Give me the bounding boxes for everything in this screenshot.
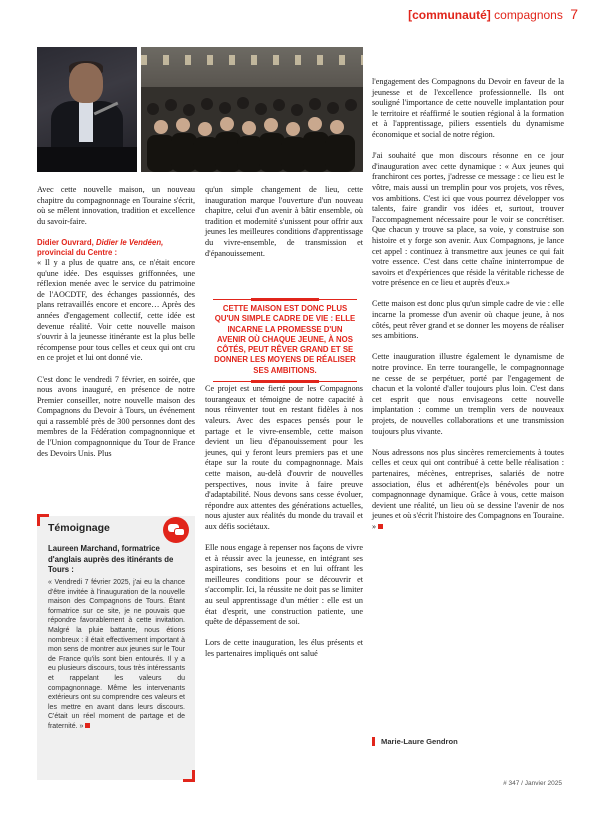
paragraph: Cette inauguration illustre également le dynamisme de notre province. En terre tourangelle, le compagnonnage ne cesse de se perpétuer, porté par l'engagement de chacun et la volonté d'aller toujours plus loin. C'est dans cet esprit que nous envisageons cette nouvelle implantation : comme un tremplin vers de nouveaux projets, de nouvelles collaborations et une transmission toujours plus vivante. [372, 352, 564, 436]
author-signature: Marie-Laure Gendron [372, 737, 458, 746]
speaker-quote: « Il y a plus de quatre ans, ce n'était encore qu'une idée. Des esquisses griffonnées, une réflexion menée avec le service du patrimoine de l'AOCDTF, des échanges passionnés, des plans retravaillés encore et encore… Après des années d'engagement collectif, cette idée est devenue réalité. Voir cette nouvelle maison s'ouvrir à la jeunesse itinérante est la plus belle récompense pour tous celles et ceux qui ont cru en ce projet et lui ont donné vie. [37, 257, 195, 363]
paragraph: l'engagement des Compagnons du Devoir en faveur de la jeunesse et de l'excellence professionnelle. Ils ont souligné l'importance de cette nouvelle implantation pour le territoire et réaffirmé le soutien régional à la formation et à l'apprentissage, piliers essentiels du dynamisme économique et social de notre région. [372, 77, 564, 139]
column-2 [205, 185, 363, 670]
chat-bubbles-icon [163, 517, 189, 543]
page-number: 7 [570, 6, 578, 22]
rubric-label: compagnons [494, 8, 563, 22]
paragraph: Elle nous engage à repenser nos façons de vivre et à réussir avec la jeunesse, en intégrant ses aspirations, ses besoins et en lui offrant les meilleures conditions pour se découvrir et s'accomplir. Ici, la réussite ne doit pas se limiter au seul apprentissage d'un métier : elle est un état d'esprit, une construction patiente, une quête de dépassement de soi. [205, 543, 363, 627]
paragraph: Lors de cette inauguration, les élus présents et les partenaires impliqués ont salué [205, 638, 363, 658]
paragraph: C'est donc le vendredi 7 février, en soirée, que nous avons inauguré, en présence de notre Premier conseiller, notre nouvelle maison des Compagnons du Devoir à Tours, un événement qui a rassemblé près de 300 personnes dont des membres de la Fédération compagnonnique et de l'Union compagnonnique du Tour de France des Devoirs Unis. Plus [37, 374, 195, 458]
column-3 [372, 77, 564, 543]
testimony-author: Laureen Marchand, formatrice d'anglais auprès des itinérants de Tours : [48, 544, 174, 575]
end-mark-icon [378, 524, 383, 529]
column-1 [37, 185, 195, 470]
section-label: [communauté] [408, 8, 491, 22]
speaker-name: Didier Ouvrard, [37, 237, 94, 247]
intro-paragraph: Avec cette nouvelle maison, un nouveau chapitre du compagnonnage en Touraine s'écrit, où se mêlent innovation, tradition et excellence du savoir-faire. [37, 185, 195, 226]
paragraph: Cette maison est donc plus qu'un simple cadre de vie : elle incarne la promesse d'un avenir où chaque jeune, à nos côtés, peut rêver grand et se donner les moyens de réaliser ses ambitions. [372, 299, 564, 341]
running-header [408, 6, 578, 22]
pull-quote [213, 299, 357, 382]
paragraph: Nous adressons nos plus sincères remerciements à toutes celles et ceux qui ont contribué à cette belle réalisation : partenaires, mécènes, entreprises, salariés de notre association, élus et adhérent(e)s bénévoles pour un compagnonnage dynamique. Grâce à vous, cette maison devient une réalité, un lieu où se dessine l'avenir de nos jeunes et où s'écrit l'histoire des Compagnons en Touraine. » [372, 447, 564, 531]
crowd-illustration [141, 47, 363, 172]
issue-footer: # 347 / Janvier 2025 [503, 780, 562, 787]
paragraph: J'ai souhaité que mon discours résonne en ce jour d'inauguration avec cette dynamique : « Aux jeunes qui franchiront ces portes, j'adresse ce message : ce lieu est le vôtre, mais aussi un tremplin pour vos projets, vos rêves, vos ambitions. C'est ici que vous pourrez développer vos talents, faire grandir vos idées et, surtout, trouver l'accompagnement nécessaire pour le voir se concrétiser. Que chacun y trouve sa place, sa voie, y construise son histoire et y forge son avenir. Aux Compagnons, je lance cet appel : continuez à transmettre aux jeunes ce qui fait votre essence. C'est dans cette chaîne ininterrompue de savoirs et d'expériences que réside la véritable richesse de votre présence en ce lieu et auprès d'eux.» [372, 151, 564, 288]
speaker-photo [37, 47, 137, 172]
speaker-nickname: Didier le Vendéen, [95, 237, 164, 247]
speaker-role: provincial du Centre : [37, 247, 118, 257]
paragraph: Ce projet est une fierté pour les Compagnons tourangeaux et témoigne de notre capacité à nous réinventer tout en restant fidèles à nos valeurs. Avec des espaces pensés pour le partage et le vivre-ensemble, cette maison devient un lieu d'épanouissement pour les jeunes, qui y feront leurs premiers pas et une étape sur la route du compagnonnage. Mais cette maison, au-delà d'ouvrir de nouvelles perspectives, nous invite à faire preuve d'adaptabilité. Nous devons sans cesse évoluer, répondre aux attentes des générations actuelles, nous ajuster aux réalités du monde du travail et aux défis sociétaux. [205, 384, 363, 531]
speaker-heading [37, 238, 195, 258]
end-mark-icon [85, 723, 90, 728]
paragraph: qu'un simple changement de lieu, cette inauguration marque l'ouverture d'un nouveau chapitre, celui d'un avenir à bâtir ensemble, où tradition et modernité s'unissent pour offrir aux jeunes les meilleures conditions d'apprentissage du vivre-ensemble, de transmission et d'épanouissement. [205, 185, 363, 258]
testimony-title: Témoignage [48, 522, 110, 534]
pull-quote-text: CETTE MAISON EST DONC PLUS QU'UN SIMPLE CADRE DE VIE : ELLE INCARNE LA PROMESSE D'UN AVENIR OÙ CHAQUE JEUNE, À NOS CÔTÉS, PEUT RÊVER GRAND ET SE DONNER LES MOYENS DE RÉALISER SES AMBITIONS. [214, 304, 356, 375]
box-corner-decoration [183, 770, 195, 782]
audience-photo [141, 47, 363, 172]
testimony-text: « Vendredi 7 février 2025, j'ai eu la chance d'être invitée à l'inauguration de la nouvelle maison des Compagnons de Tours. Étant formatrice sur ce site, je ne pouvais que répondre favorablement à cette invitation. Malgré la pluie battante, nous étions nombreux : il était effectivement important à mon sens de montrer aux jeunes sur le Tour de France qu'ils sont bien entourés. Il y a eu plusieurs discours, tous très intéressants et rappelant les valeurs du compagnonnage. Même les intervenants extérieurs ont su comprendre ces valeurs et les mettre en avant dans leurs discours. C'était un réel moment de partage et de fraternité. » [48, 579, 185, 730]
